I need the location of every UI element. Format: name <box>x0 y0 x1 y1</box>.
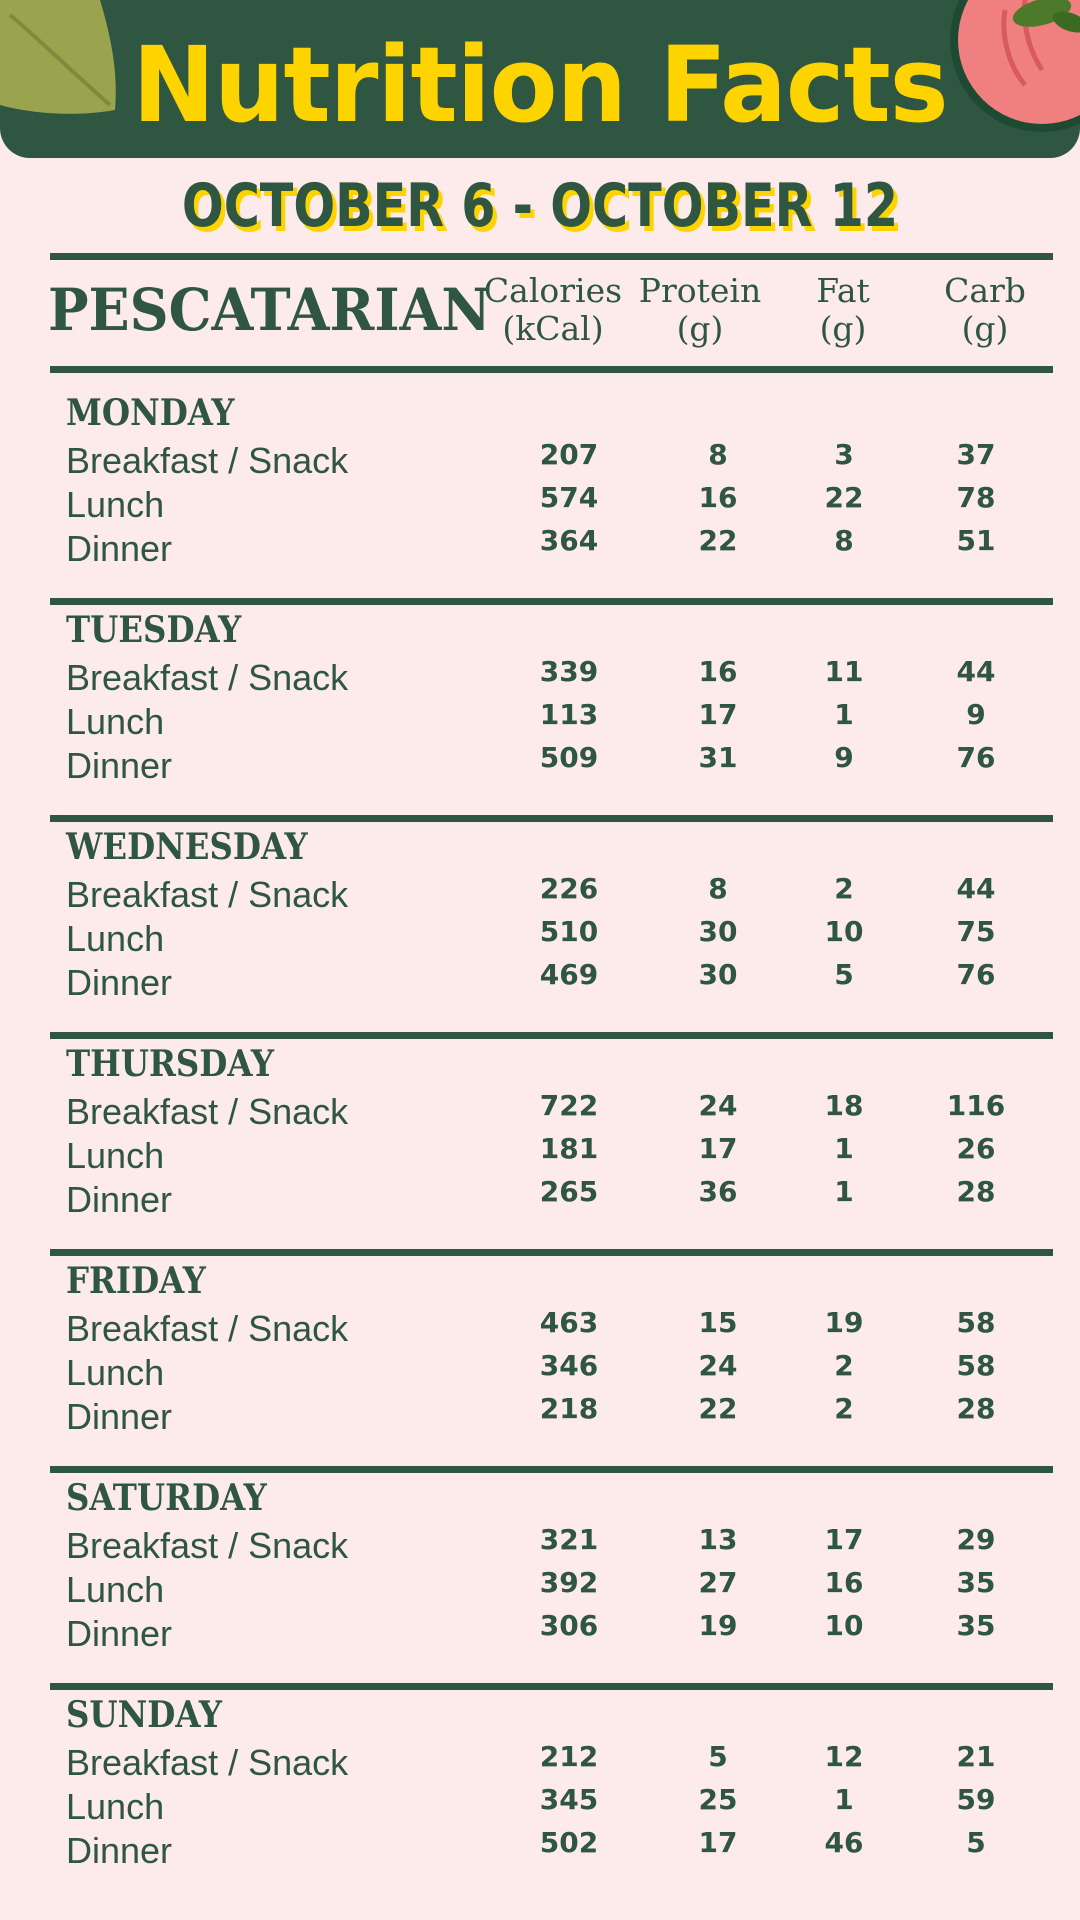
value-carb: 26 <box>956 1132 996 1165</box>
value-calories: 321 <box>539 1523 599 1556</box>
column-header-carb: Carb (g) <box>944 271 1026 348</box>
value-fat: 2 <box>834 872 854 905</box>
value-calories: 226 <box>539 872 599 905</box>
divider <box>50 1683 1053 1690</box>
divider <box>50 1249 1053 1256</box>
meal-label: Lunch <box>66 1135 165 1176</box>
value-fat: 5 <box>834 958 854 991</box>
value-carb: 58 <box>956 1349 996 1382</box>
value-fat: 2 <box>834 1392 854 1425</box>
header-banner <box>0 0 1080 158</box>
page-title: Nutrition Facts <box>132 24 948 146</box>
value-fat: 16 <box>824 1566 864 1599</box>
day-heading: WEDNESDAY <box>66 826 308 868</box>
value-carb: 28 <box>956 1175 996 1208</box>
value-fat: 46 <box>824 1826 864 1859</box>
divider <box>50 815 1053 822</box>
value-calories: 212 <box>539 1740 599 1773</box>
value-calories: 339 <box>539 655 599 688</box>
value-calories: 502 <box>539 1826 599 1859</box>
value-carb: 76 <box>956 958 996 991</box>
value-carb: 35 <box>956 1609 996 1642</box>
value-protein: 30 <box>698 958 738 991</box>
value-fat: 1 <box>834 698 854 731</box>
meal-label: Lunch <box>66 1352 165 1393</box>
value-carb: 76 <box>956 741 996 774</box>
value-calories: 265 <box>539 1175 599 1208</box>
value-carb: 116 <box>946 1089 1006 1122</box>
value-fat: 1 <box>834 1175 854 1208</box>
day-heading: THURSDAY <box>66 1043 275 1085</box>
value-carb: 9 <box>966 698 986 731</box>
value-fat: 1 <box>834 1132 854 1165</box>
meal-label: Breakfast / Snack <box>66 1742 349 1783</box>
day-heading: SATURDAY <box>66 1477 267 1519</box>
value-calories: 364 <box>539 524 599 557</box>
value-protein: 31 <box>698 741 738 774</box>
value-fat: 10 <box>824 1609 864 1642</box>
value-fat: 18 <box>824 1089 864 1122</box>
meal-label: Lunch <box>66 918 165 959</box>
meal-label: Breakfast / Snack <box>66 657 349 698</box>
value-calories: 463 <box>539 1306 599 1339</box>
value-calories: 306 <box>539 1609 599 1642</box>
value-calories: 469 <box>539 958 599 991</box>
divider <box>50 1032 1053 1039</box>
meal-label: Breakfast / Snack <box>66 1525 349 1566</box>
value-carb: 28 <box>956 1392 996 1425</box>
value-protein: 25 <box>698 1783 738 1816</box>
value-carb: 21 <box>956 1740 996 1773</box>
value-carb: 29 <box>956 1523 996 1556</box>
column-header-fat: Fat (g) <box>816 271 870 348</box>
value-protein: 27 <box>698 1566 738 1599</box>
value-calories: 574 <box>539 481 599 514</box>
value-calories: 207 <box>539 438 599 471</box>
column-header-calories: Calories (kCal) <box>483 271 623 348</box>
meal-label: Breakfast / Snack <box>66 874 349 915</box>
value-carb: 59 <box>956 1783 996 1816</box>
value-calories: 113 <box>539 698 599 731</box>
value-carb: 44 <box>956 655 996 688</box>
day-heading: TUESDAY <box>66 609 242 651</box>
divider <box>50 366 1053 373</box>
meal-label: Dinner <box>66 745 173 786</box>
value-calories: 510 <box>539 915 599 948</box>
value-carb: 51 <box>956 524 996 557</box>
value-fat: 2 <box>834 1349 854 1382</box>
value-fat: 10 <box>824 915 864 948</box>
value-protein: 16 <box>698 481 738 514</box>
day-heading: FRIDAY <box>66 1260 206 1302</box>
value-carb: 58 <box>956 1306 996 1339</box>
value-protein: 8 <box>708 438 728 471</box>
diet-label: PESCATARIAN <box>48 276 491 344</box>
meal-label: Breakfast / Snack <box>66 1308 349 1349</box>
value-calories: 345 <box>539 1783 599 1816</box>
value-protein: 17 <box>698 698 738 731</box>
value-carb: 35 <box>956 1566 996 1599</box>
value-protein: 19 <box>698 1609 738 1642</box>
value-fat: 11 <box>824 655 864 688</box>
meal-label: Lunch <box>66 1569 165 1610</box>
meal-label: Lunch <box>66 701 165 742</box>
value-carb: 75 <box>956 915 996 948</box>
value-carb: 44 <box>956 872 996 905</box>
value-protein: 15 <box>698 1306 738 1339</box>
value-protein: 17 <box>698 1826 738 1859</box>
value-protein: 36 <box>698 1175 738 1208</box>
value-protein: 17 <box>698 1132 738 1165</box>
meal-label: Breakfast / Snack <box>66 1091 349 1132</box>
column-header-protein: Protein (g) <box>638 271 762 348</box>
value-calories: 181 <box>539 1132 599 1165</box>
value-carb: 5 <box>966 1826 986 1859</box>
value-carb: 78 <box>956 481 996 514</box>
value-fat: 19 <box>824 1306 864 1339</box>
meal-label: Dinner <box>66 1830 173 1871</box>
meal-label: Dinner <box>66 1396 173 1437</box>
value-protein: 13 <box>698 1523 738 1556</box>
date-range: OCTOBER 6 - OCTOBER 12 <box>181 171 899 241</box>
meal-label: Dinner <box>66 1613 173 1654</box>
value-fat: 8 <box>834 524 854 557</box>
value-calories: 509 <box>539 741 599 774</box>
value-fat: 3 <box>834 438 854 471</box>
value-carb: 37 <box>956 438 996 471</box>
meal-label: Lunch <box>66 1786 165 1827</box>
day-heading: MONDAY <box>66 392 235 434</box>
value-protein: 16 <box>698 655 738 688</box>
value-fat: 12 <box>824 1740 864 1773</box>
divider <box>50 598 1053 605</box>
divider <box>50 1466 1053 1473</box>
value-calories: 722 <box>539 1089 599 1122</box>
value-fat: 22 <box>824 481 864 514</box>
value-calories: 392 <box>539 1566 599 1599</box>
meal-label: Dinner <box>66 528 173 569</box>
value-protein: 30 <box>698 915 738 948</box>
value-fat: 17 <box>824 1523 864 1556</box>
value-calories: 218 <box>539 1392 599 1425</box>
value-protein: 5 <box>708 1740 728 1773</box>
day-heading: SUNDAY <box>66 1694 223 1736</box>
meal-label: Lunch <box>66 484 165 525</box>
meal-label: Dinner <box>66 1179 173 1220</box>
value-calories: 346 <box>539 1349 599 1382</box>
value-protein: 22 <box>698 1392 738 1425</box>
value-fat: 9 <box>834 741 854 774</box>
value-protein: 22 <box>698 524 738 557</box>
meal-label: Breakfast / Snack <box>66 440 349 481</box>
value-protein: 8 <box>708 872 728 905</box>
divider <box>50 253 1053 260</box>
value-fat: 1 <box>834 1783 854 1816</box>
value-protein: 24 <box>698 1349 738 1382</box>
value-protein: 24 <box>698 1089 738 1122</box>
meal-label: Dinner <box>66 962 173 1003</box>
